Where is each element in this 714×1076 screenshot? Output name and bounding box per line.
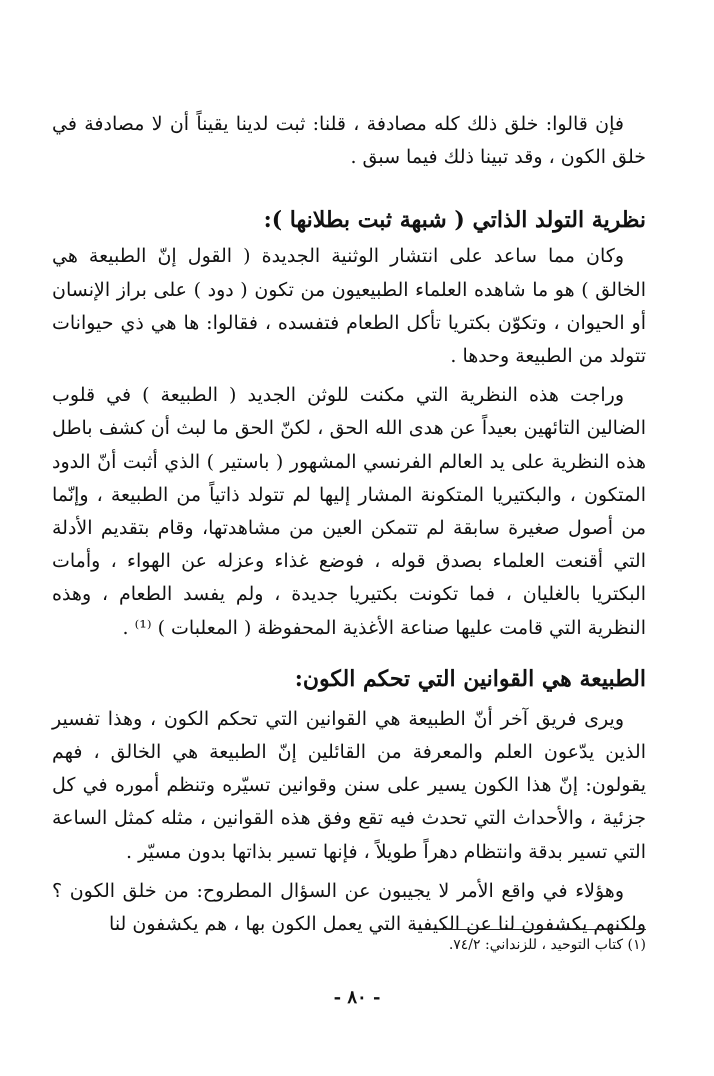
paragraph-who-created: وهؤلاء في واقع الأمر لا يجيبون عن السؤال المطروح: من خلق الكون ؟ ولكنهم يكشفون لنا عن الكيفية التي يعمل الكون بها ، هم يكشفون لنا (52, 879, 646, 936)
section-heading-spontaneous-generation: نظرية التولد الذاتي ( شبهة ثبت بطلانها ): (263, 207, 646, 234)
paragraph-intro: فإن قالوا: خلق ذلك كله مصادفة ، قلنا: ثبت لدينا يقيناً أن لا مصادفة في خلق الكون ، وقد تبينا ذلك فيما سبق . (52, 113, 646, 169)
paragraph-new-paganism: وكان مما ساعد على انتشار الوثنية الجديدة ( القول إنّ الطبيعة هي الخالق ) هو ما شاهده العلماء الطبيعيون من تكون ( دود ) على براز الإنسان أو الحيوان ، وتكوّن بكتريا تأكل الطعام فتفسده ، فقالوا: ها هي ذي حيوانات تتولد من الطبيعة وحدها . (52, 245, 646, 368)
section-heading-nature-laws: الطبيعة هي القوانين التي تحكم الكون: (294, 665, 646, 692)
paragraph-pasteur: وراجت هذه النظرية التي مكنت للوثن الجديد ( الطبيعة ) في قلوب الضالين التائهين بعيداً عن هدى الله الحق ، لكنّ الحق ما لبث أن كشف باطل هذه النظرية على يد العالم الفرنسي المشهور ( باستير ) الذي أثبت أنّ الدود المتكون ، والبكتيريا المتكونة المشار إليها لم تتولد ذاتياً من الطبيعة ، وإنّما من أصول صغيرة سابقة لم تتمكن العين من مشاهدتها، وقام بتقديم الأدلة التي أقنعت العلماء بصدق قوله ، فوضع غذاء وعزله عن الهواء ، وأمات البكتريا بالغليان ، فما تكونت بكتيريا جديدة ، ولم يفسد الطعام ، وهذه النظرية التي قامت عليها صناعة الأغذية المحفوظة ( المعلبات ) ⁽¹⁾ . (52, 384, 646, 639)
footnote-divider (414, 929, 646, 930)
footnote: (١) كتاب التوحيد ، للزنداني: ٧٤/٢. (448, 937, 646, 953)
page-number: - ٨٠ - (333, 987, 381, 1008)
paragraph-laws-of-nature: ويرى فريق آخر أنّ الطبيعة هي القوانين التي تحكم الكون ، وهذا تفسير الذين يدّعون العلم والمعرفة من القائلين إنّ الطبيعة هي الخالق ، فهم يقولون: إنّ هذا الكون يسير على سنن وقوانين تسيّره وتنظم أموره في كل جزئية ، والأحداث التي تحدث فيه تقع وفق هذه القوانين ، مثله كمثل الساعة التي تسير بدقة وانتظام دهراً طويلاً ، فإنها تسير بذاتها بدون مسيّر . (52, 707, 646, 863)
page-body (52, 108, 646, 941)
